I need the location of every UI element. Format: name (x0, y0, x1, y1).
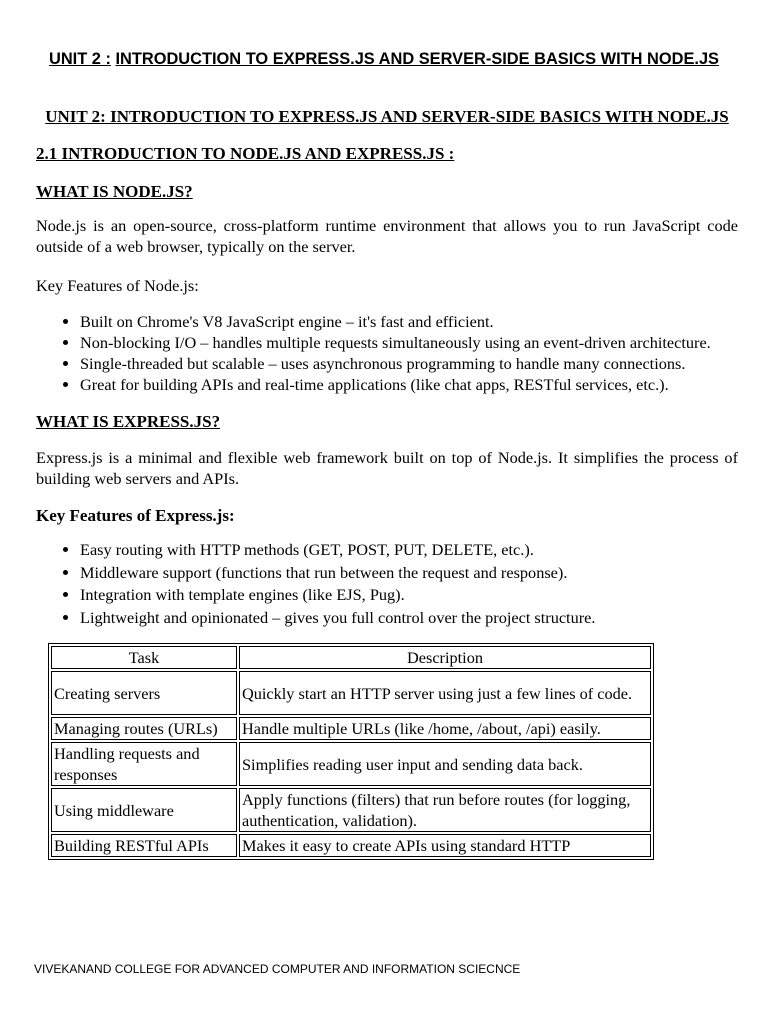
express-intro: Express.js is a minimal and flexible web framework built on top of Node.js. It simplifies the process of building web servers and APIs. (36, 448, 738, 488)
table-cell: Managing routes (URLs) (51, 717, 237, 740)
page-footer: VIVEKANAND COLLEGE FOR ADVANCED COMPUTER AND INFORMATION SCIECNCE (34, 962, 521, 976)
table-header-row (51, 646, 651, 669)
table-header-cell: Description (239, 646, 651, 669)
document-title: UNIT 2: INTRODUCTION TO EXPRESS.JS AND SERVER-SIDE BASICS WITH NODE.JS (45, 107, 729, 126)
list-item: • Easy routing with HTTP methods (GET, POST, PUT, DELETE, etc.). (80, 539, 738, 562)
table-row (51, 717, 651, 740)
page-header (0, 50, 768, 69)
header-prefix: UNIT 2 : (49, 50, 111, 68)
section-heading: 2.1 INTRODUCTION TO NODE.JS AND EXPRESS.JS : (36, 144, 455, 163)
node-features-label: Key Features of Node.js: (36, 276, 199, 295)
node-intro: Node.js is an open-source, cross-platform runtime environment that allows you to run JavaScript code outside of a web browser, typically on the server. (36, 216, 738, 256)
header-title: INTRODUCTION TO EXPRESS.JS AND SERVER-SIDE BASICS WITH NODE.JS (115, 50, 719, 68)
express-feature-list (36, 539, 738, 629)
list-item: • Integration with template engines (like EJS, Pug). (80, 584, 738, 607)
table-cell: Simplifies reading user input and sending data back. (239, 742, 651, 786)
list-item: • Built on Chrome's V8 JavaScript engine – it's fast and efficient. (80, 311, 738, 332)
table-cell: Handle multiple URLs (like /home, /about, /api) easily. (239, 717, 651, 740)
table-row (51, 788, 651, 832)
express-heading: WHAT IS EXPRESS.JS? (36, 412, 221, 431)
task-table (48, 643, 654, 860)
table-cell: Using middleware (51, 788, 237, 832)
table-cell: Makes it easy to create APIs using standard HTTP (239, 834, 651, 857)
node-heading: WHAT IS NODE.JS? (36, 182, 193, 201)
table-row (51, 671, 651, 715)
table-cell: Apply functions (filters) that run before routes (for logging, authentication, validation). (239, 788, 651, 832)
list-item: • Lightweight and opinionated – gives you full control over the project structure. (80, 607, 738, 630)
table-cell: Quickly start an HTTP server using just a few lines of code. (239, 671, 651, 715)
list-item: • Great for building APIs and real-time applications (like chat apps, RESTful services, etc.). (80, 374, 738, 395)
table-cell: Building RESTful APIs (51, 834, 237, 857)
list-item: • Middleware support (functions that run between the request and response). (80, 562, 738, 585)
table-cell: Handling requests and responses (51, 742, 237, 786)
table-header-cell: Task (51, 646, 237, 669)
list-item: • Non-blocking I/O – handles multiple requests simultaneously using an event-driven architecture. (80, 332, 738, 353)
table-row (51, 742, 651, 786)
document-body (36, 104, 738, 860)
list-item: • Single-threaded but scalable – uses asynchronous programming to handle many connections. (80, 353, 738, 374)
table-cell: Creating servers (51, 671, 237, 715)
express-features-label: Key Features of Express.js: (36, 506, 235, 525)
table-row (51, 834, 651, 857)
node-feature-list (36, 311, 738, 395)
